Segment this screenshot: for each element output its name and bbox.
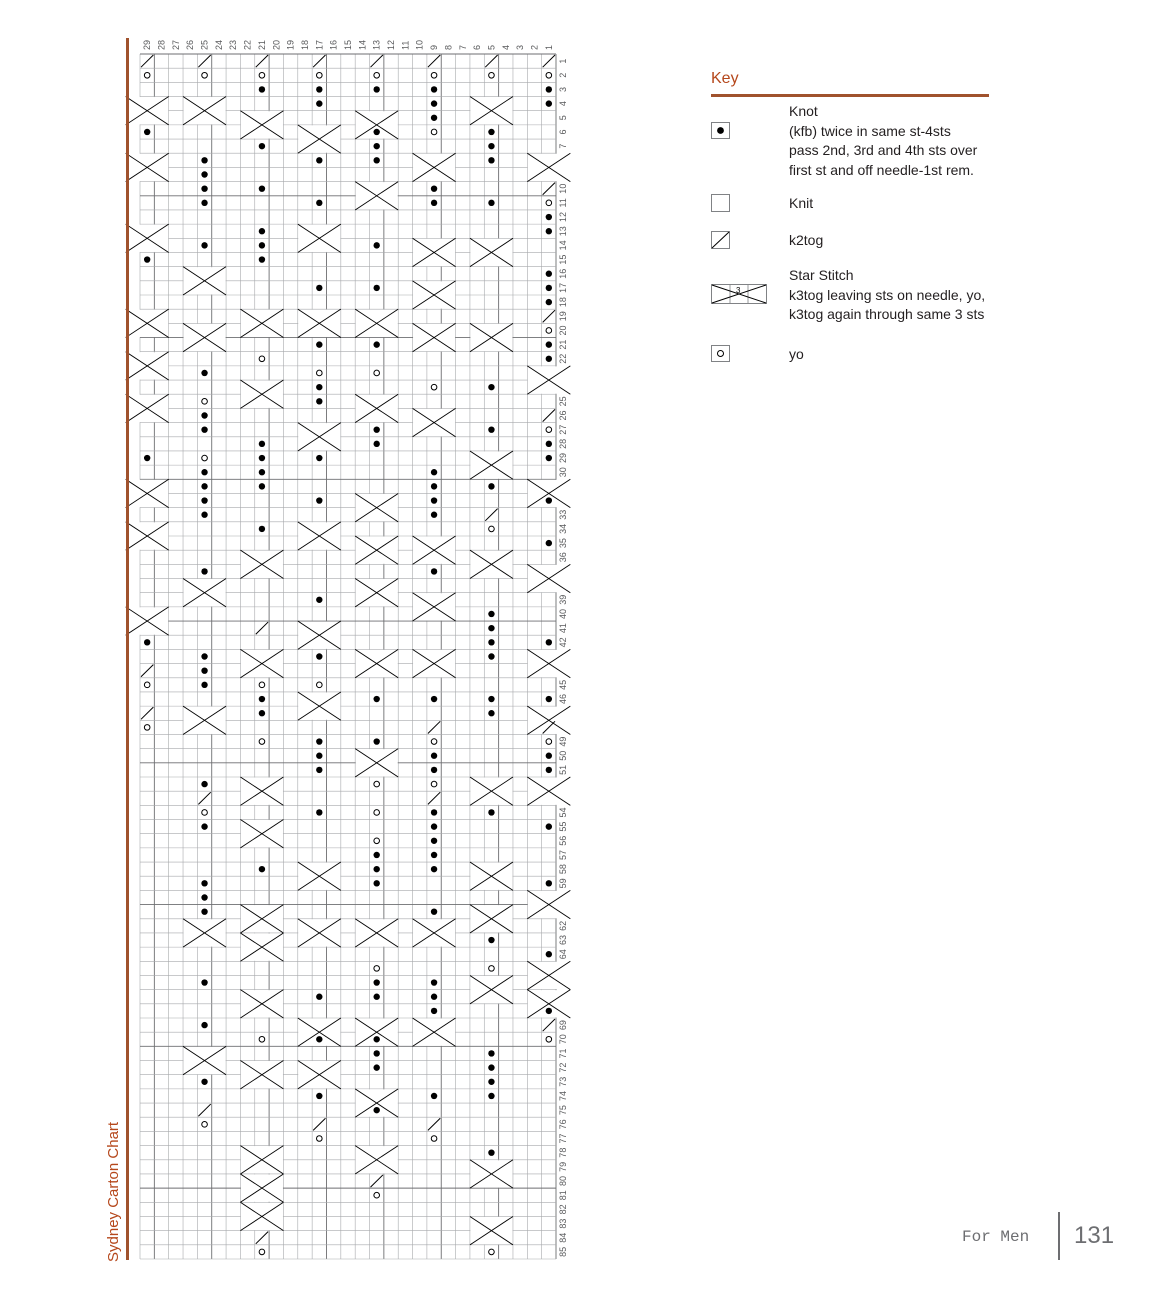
column-number-label: 3 <box>515 44 526 50</box>
knot-symbol <box>373 242 379 248</box>
row-number-label: 26 <box>558 410 568 421</box>
knot-symbol <box>431 568 437 574</box>
row-number-label: 15 <box>558 254 568 265</box>
chart-rule <box>126 38 129 1260</box>
row-number-label: 70 <box>558 1034 568 1045</box>
row-number-label: 21 <box>558 339 568 350</box>
knot-symbol <box>201 653 207 659</box>
knot-symbol <box>546 299 552 305</box>
row-number-label: 36 <box>558 552 568 563</box>
knot-symbol <box>373 143 379 149</box>
k2tog-icon <box>711 231 731 250</box>
knot-symbol <box>546 341 552 347</box>
column-number-label: 10 <box>414 39 425 50</box>
row-number-label: 17 <box>558 282 568 293</box>
knot-symbol <box>546 639 552 645</box>
knot-symbol <box>373 738 379 744</box>
row-number-label: 69 <box>558 1020 568 1031</box>
key-text-yo: yo <box>789 346 804 362</box>
key-text-star-stitch: Star Stitch k3tog leaving sts on needle, yo, k3tog again through same 3 sts <box>789 267 986 322</box>
row-number-label: 51 <box>558 764 568 775</box>
row-number-label: 22 <box>558 353 568 364</box>
row-number-label: 63 <box>558 935 568 946</box>
footer-section-label: For Men <box>962 1228 1030 1246</box>
knot-symbol <box>201 242 207 248</box>
knot-symbol <box>488 696 494 702</box>
footer-divider <box>1058 1212 1060 1260</box>
row-number-label: 74 <box>558 1090 568 1101</box>
row-number-label: 14 <box>558 240 568 251</box>
knot-symbol <box>431 866 437 872</box>
row-number-label: 34 <box>558 523 568 534</box>
knot-symbol <box>488 937 494 943</box>
knot-symbol <box>316 398 322 404</box>
knot-symbol <box>373 1064 379 1070</box>
knot-symbol <box>201 682 207 688</box>
knot-symbol <box>259 866 265 872</box>
knot-symbol <box>144 639 150 645</box>
knot-symbol <box>488 143 494 149</box>
knot-icon <box>711 122 731 140</box>
knot-symbol <box>488 200 494 206</box>
knot-symbol <box>373 852 379 858</box>
column-number-label: 21 <box>256 39 267 50</box>
knot-symbol <box>201 171 207 177</box>
row-number-label: 10 <box>558 183 568 194</box>
row-number-label: 45 <box>558 679 568 690</box>
knot-symbol <box>431 469 437 475</box>
yo-icon <box>711 345 731 364</box>
row-number-label: 41 <box>558 623 568 634</box>
chart-title: Sydney Carton Chart <box>105 1121 122 1262</box>
knot-symbol <box>431 809 437 815</box>
knot-symbol <box>431 908 437 914</box>
knot-symbol <box>431 838 437 844</box>
knot-symbol <box>431 767 437 773</box>
knot-symbol <box>431 979 437 985</box>
knot-symbol <box>201 1022 207 1028</box>
row-number-label: 73 <box>558 1076 568 1087</box>
row-number-label: 25 <box>558 396 568 407</box>
knot-symbol <box>431 100 437 106</box>
column-number-label: 1 <box>543 44 554 50</box>
knot-symbol <box>488 1149 494 1155</box>
knot-symbol <box>488 809 494 815</box>
knot-symbol <box>546 767 552 773</box>
knot-symbol <box>259 526 265 532</box>
knot-symbol <box>431 823 437 829</box>
knot-symbol <box>201 483 207 489</box>
knot-symbol <box>546 86 552 92</box>
knot-symbol <box>373 129 379 135</box>
knot-symbol <box>316 497 322 503</box>
knot-symbol <box>316 767 322 773</box>
column-number-label: 24 <box>213 39 224 50</box>
knot-symbol <box>316 285 322 291</box>
row-number-label: 12 <box>558 212 568 223</box>
row-number-label: 75 <box>558 1105 568 1116</box>
knot-symbol <box>373 979 379 985</box>
knot-symbol <box>316 809 322 815</box>
row-number-label: 79 <box>558 1161 568 1172</box>
knot-symbol <box>431 852 437 858</box>
row-number-label: 81 <box>558 1190 568 1201</box>
knot-symbol <box>488 653 494 659</box>
knot-symbol <box>546 285 552 291</box>
row-number-label: 39 <box>558 594 568 605</box>
knot-symbol <box>316 157 322 163</box>
knot-symbol <box>201 1079 207 1085</box>
knot-symbol <box>373 157 379 163</box>
knot-symbol <box>373 441 379 447</box>
knot-symbol <box>316 200 322 206</box>
key-rule <box>711 94 989 97</box>
row-number-label: 85 <box>558 1246 568 1257</box>
column-number-label: 7 <box>457 44 468 50</box>
column-number-label: 18 <box>299 39 310 50</box>
row-number-label: 30 <box>558 467 568 478</box>
column-number-label: 2 <box>529 44 540 50</box>
knot-symbol <box>201 781 207 787</box>
row-number-label: 46 <box>558 694 568 705</box>
row-number-label: 64 <box>558 949 568 960</box>
knot-symbol <box>201 412 207 418</box>
knot-symbol <box>201 568 207 574</box>
row-number-label: 42 <box>558 637 568 648</box>
knot-symbol <box>259 710 265 716</box>
knot-symbol <box>488 1079 494 1085</box>
knot-symbol <box>488 611 494 617</box>
column-number-label: 23 <box>228 39 239 50</box>
column-number-label: 5 <box>486 44 497 50</box>
key-text-knot: Knot (kfb) twice in same st-4sts pass 2nd, 3rd and 4th sts over first st and off needle-1st rem. <box>789 103 978 178</box>
column-number-label: 17 <box>314 39 325 50</box>
knot-symbol <box>488 1064 494 1070</box>
knot-symbol <box>201 185 207 191</box>
knot-symbol <box>316 653 322 659</box>
knot-symbol <box>373 696 379 702</box>
knot-symbol <box>431 1093 437 1099</box>
knot-symbol <box>201 469 207 475</box>
row-number-label: 7 <box>558 143 568 149</box>
knot-symbol <box>431 86 437 92</box>
knot-symbol <box>201 200 207 206</box>
knot-symbol <box>316 455 322 461</box>
column-number-label: 9 <box>429 44 440 50</box>
knot-symbol <box>373 1050 379 1056</box>
knot-symbol <box>373 994 379 1000</box>
knot-symbol <box>201 426 207 432</box>
knot-symbol <box>373 285 379 291</box>
knot-symbol <box>546 441 552 447</box>
column-number-label: 26 <box>185 39 196 50</box>
knot-symbol <box>431 512 437 518</box>
knot-symbol <box>201 512 207 518</box>
page-number: 131 <box>1074 1222 1115 1249</box>
row-number-label: 78 <box>558 1147 568 1158</box>
knot-symbol <box>373 866 379 872</box>
knot-symbol <box>431 696 437 702</box>
key-title: Key <box>711 70 739 87</box>
knot-symbol <box>546 497 552 503</box>
row-number-label: 80 <box>558 1176 568 1187</box>
knot-symbol <box>259 483 265 489</box>
knot-symbol <box>546 271 552 277</box>
knot-symbol <box>201 157 207 163</box>
knot-symbol <box>488 1093 494 1099</box>
knot-symbol <box>431 497 437 503</box>
row-number-label: 62 <box>558 920 568 931</box>
knot-symbol <box>316 994 322 1000</box>
row-number-label: 76 <box>558 1119 568 1130</box>
knot-symbol <box>373 341 379 347</box>
knot-symbol <box>546 823 552 829</box>
knot-symbol <box>259 228 265 234</box>
star-stitch-count: 3 <box>736 286 741 295</box>
knot-symbol <box>201 894 207 900</box>
knot-symbol <box>488 710 494 716</box>
row-number-label: 2 <box>558 72 568 78</box>
knot-symbol <box>546 1008 552 1014</box>
row-number-label: 18 <box>558 297 568 308</box>
knot-symbol <box>431 994 437 1000</box>
knot-symbol <box>316 341 322 347</box>
row-number-label: 13 <box>558 226 568 237</box>
row-number-label: 4 <box>558 101 568 107</box>
column-number-label: 8 <box>443 44 454 50</box>
knot-symbol <box>546 951 552 957</box>
knot-symbol <box>316 597 322 603</box>
knot-symbol <box>259 185 265 191</box>
key-text-k2tog: k2tog <box>789 232 824 248</box>
knot-symbol <box>259 469 265 475</box>
row-number-label: 77 <box>558 1133 568 1144</box>
column-number-label: 13 <box>371 39 382 50</box>
knot-symbol <box>431 115 437 121</box>
knot-symbol <box>488 483 494 489</box>
knot-symbol <box>316 1036 322 1042</box>
column-number-label: 14 <box>357 39 368 50</box>
knot-symbol <box>259 455 265 461</box>
row-number-label: 49 <box>558 736 568 747</box>
column-number-label: 25 <box>199 39 210 50</box>
knot-symbol <box>259 242 265 248</box>
column-number-label: 4 <box>500 44 511 50</box>
knot-symbol <box>201 908 207 914</box>
column-number-label: 28 <box>156 39 167 50</box>
row-number-label: 11 <box>558 198 568 208</box>
row-number-label: 59 <box>558 878 568 889</box>
knot-symbol <box>546 696 552 702</box>
knot-symbol <box>546 214 552 220</box>
row-number-label: 1 <box>558 58 568 64</box>
knot-symbol <box>488 157 494 163</box>
knot-symbol <box>373 1036 379 1042</box>
knot-symbol <box>546 753 552 759</box>
column-number-label: 19 <box>285 39 296 50</box>
knot-symbol <box>488 426 494 432</box>
column-number-label: 15 <box>343 39 353 50</box>
knot-symbol <box>259 696 265 702</box>
knot-symbol <box>144 455 150 461</box>
column-number-label: 20 <box>271 39 282 50</box>
key-text-knit: Knit <box>789 195 814 211</box>
row-number-label: 58 <box>558 864 568 875</box>
row-number-label: 29 <box>558 453 568 464</box>
knot-symbol <box>431 200 437 206</box>
row-number-label: 3 <box>558 86 568 92</box>
row-number-label: 57 <box>558 849 568 860</box>
row-number-label: 16 <box>558 268 568 279</box>
column-number-label: 27 <box>170 39 181 50</box>
knot-symbol <box>373 86 379 92</box>
row-number-label: 71 <box>558 1048 568 1059</box>
knot-symbol <box>546 540 552 546</box>
column-number-label: 6 <box>472 44 483 50</box>
row-number-label: 5 <box>558 115 568 121</box>
row-number-label: 72 <box>558 1062 568 1073</box>
row-number-label: 33 <box>558 509 568 520</box>
knot-symbol <box>488 129 494 135</box>
row-number-label: 19 <box>558 311 568 322</box>
row-number-label: 56 <box>558 835 568 846</box>
knot-symbol <box>144 256 150 262</box>
knot-symbol <box>546 880 552 886</box>
knot-symbol <box>201 667 207 673</box>
column-number-label: 12 <box>386 39 397 50</box>
knot-symbol <box>316 753 322 759</box>
knot-symbol <box>201 979 207 985</box>
knot-symbol <box>259 441 265 447</box>
column-number-label: 16 <box>328 39 339 50</box>
knot-symbol <box>431 753 437 759</box>
star-stitch-icon <box>711 284 769 306</box>
knot-symbol <box>546 356 552 362</box>
row-number-label: 82 <box>558 1204 568 1215</box>
knot-symbol <box>431 483 437 489</box>
row-number-label: 84 <box>558 1232 568 1243</box>
knot-symbol <box>431 1008 437 1014</box>
knot-symbol <box>546 228 552 234</box>
knot-symbol <box>316 100 322 106</box>
knot-symbol <box>201 880 207 886</box>
row-number-label: 83 <box>558 1218 568 1229</box>
knot-symbol <box>373 880 379 886</box>
knot-symbol <box>201 497 207 503</box>
knot-symbol <box>144 129 150 135</box>
knot-symbol <box>546 100 552 106</box>
row-number-label: 55 <box>558 821 568 832</box>
row-number-label: 20 <box>558 325 568 336</box>
row-number-label: 54 <box>558 807 568 818</box>
knot-symbol <box>373 1107 379 1113</box>
row-number-label: 28 <box>558 438 568 449</box>
row-number-label: 50 <box>558 750 568 761</box>
knot-symbol <box>259 256 265 262</box>
knot-symbol <box>316 1093 322 1099</box>
knot-symbol <box>431 185 437 191</box>
knot-symbol <box>259 143 265 149</box>
knot-symbol <box>488 1050 494 1056</box>
knot-symbol <box>546 455 552 461</box>
knot-symbol <box>373 426 379 432</box>
row-number-label: 27 <box>558 424 568 435</box>
knot-symbol <box>316 384 322 390</box>
knit-icon <box>711 194 731 213</box>
knot-symbol <box>316 738 322 744</box>
row-number-label: 35 <box>558 538 568 549</box>
column-number-label: 11 <box>400 40 411 50</box>
knot-symbol <box>316 86 322 92</box>
row-number-label: 40 <box>558 608 568 619</box>
row-number-label: 6 <box>558 129 568 135</box>
knot-symbol <box>201 370 207 376</box>
knot-symbol <box>488 639 494 645</box>
knot-symbol <box>201 823 207 829</box>
knot-symbol <box>259 86 265 92</box>
knot-symbol <box>488 384 494 390</box>
knot-symbol <box>488 625 494 631</box>
column-number-label: 29 <box>142 39 153 50</box>
column-number-label: 22 <box>242 39 253 50</box>
